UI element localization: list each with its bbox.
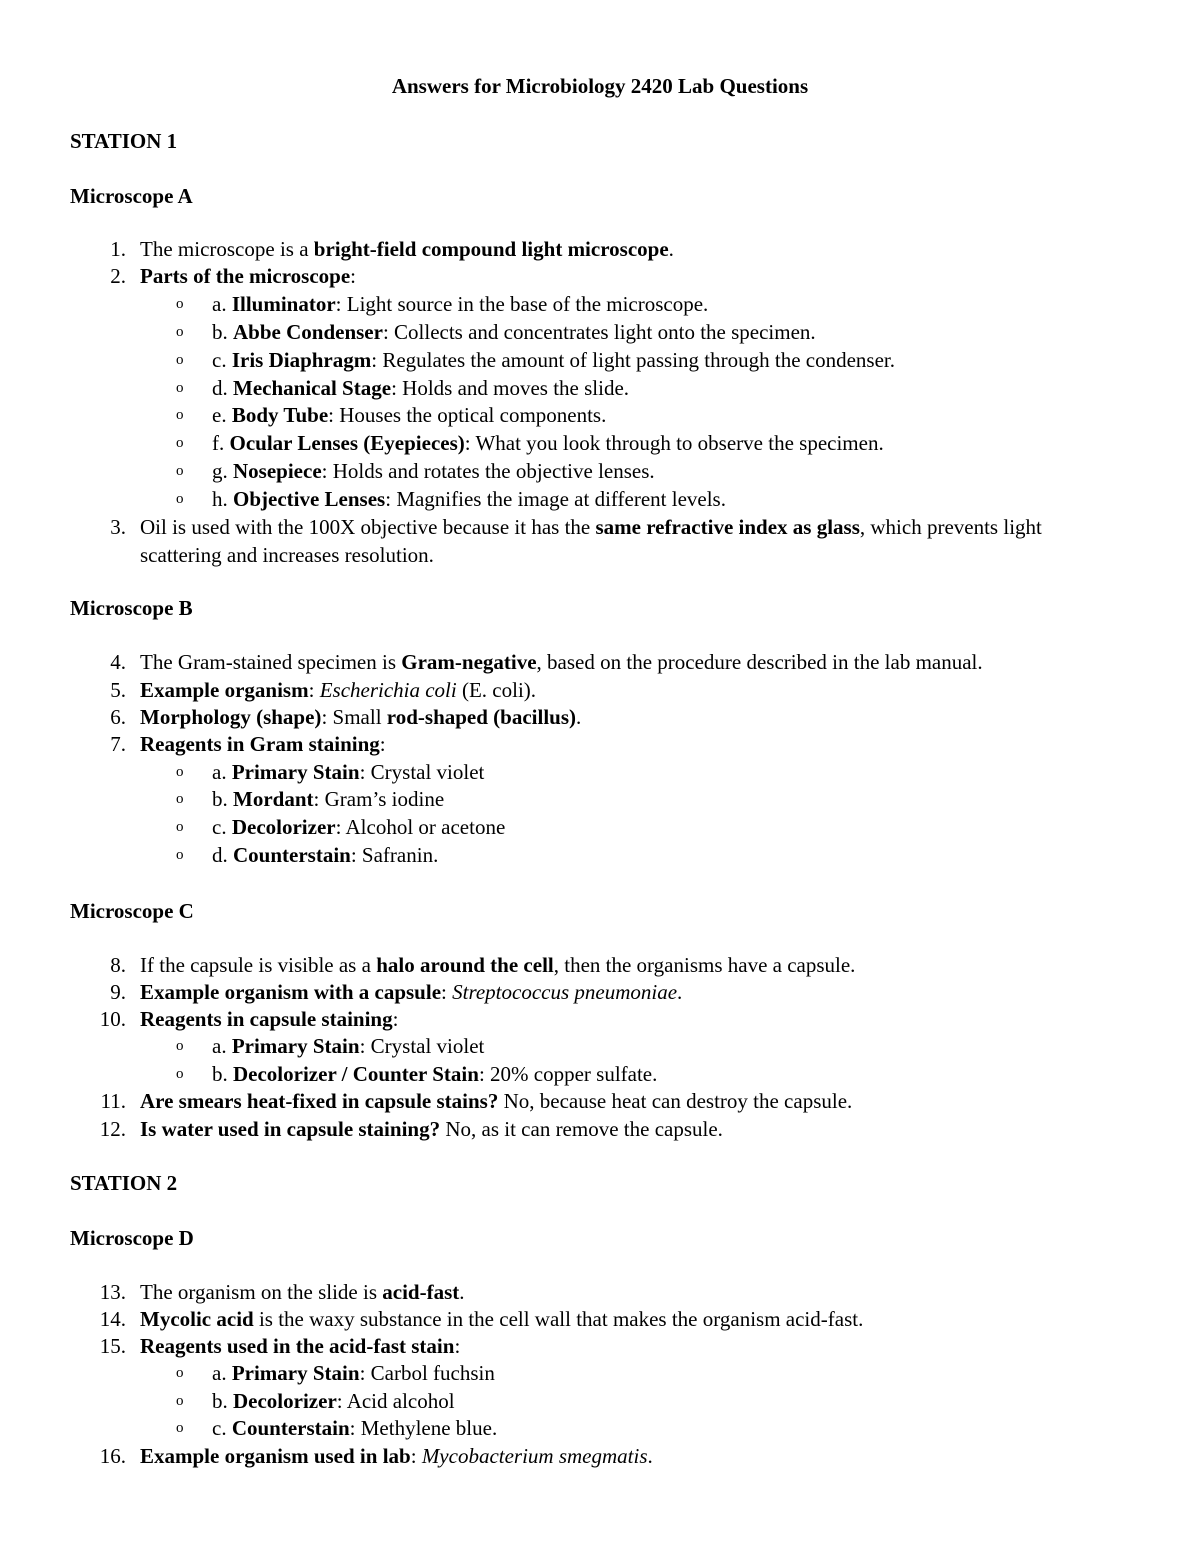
question-number: 16.	[99, 1444, 126, 1468]
question-number: 7.	[110, 732, 126, 756]
microscope-c-heading: Microscope C	[70, 899, 194, 923]
station-1-heading: STATION 1	[70, 129, 178, 153]
question-number: 1.	[110, 237, 126, 261]
bullet-icon: o	[176, 1420, 184, 1436]
bullet-icon: o	[176, 847, 184, 863]
bullet-icon: o	[176, 435, 184, 451]
bullet-icon: o	[176, 491, 184, 507]
answer-text: Example organism: Escherichia coli (E. coli).	[140, 678, 537, 702]
bullet-icon: o	[176, 1365, 184, 1381]
answer-text: The organism on the slide is acid-fast.	[140, 1280, 465, 1304]
answer-text: Example organism with a capsule: Streptococcus pneumoniae.	[140, 980, 683, 1004]
question-number: 11.	[100, 1089, 126, 1113]
question-number: 10.	[99, 1007, 126, 1031]
answer-text: Are smears heat-fixed in capsule stains? No, because heat can destroy the capsule.	[140, 1089, 853, 1113]
bullet-icon: o	[176, 324, 184, 340]
microscope-d-heading: Microscope D	[70, 1226, 194, 1250]
answer-text: Mycolic acid is the waxy substance in the cell wall that makes the organism acid-fast.	[140, 1307, 864, 1331]
microscope-b-heading: Microscope B	[70, 596, 193, 620]
answer-text: Reagents used in the acid-fast stain:	[140, 1334, 461, 1358]
answer-text: Reagents in Gram staining:	[140, 732, 386, 756]
question-number: 12.	[99, 1117, 126, 1141]
bullet-icon: o	[176, 380, 184, 396]
bullet-icon: o	[176, 1393, 184, 1409]
question-number: 15.	[99, 1334, 126, 1358]
microscope-a-heading: Microscope A	[70, 184, 193, 208]
answer-text: The microscope is a bright-field compound light microscope.	[140, 237, 674, 261]
question-number: 6.	[110, 705, 126, 729]
bullet-icon: o	[176, 463, 184, 479]
question-number: 14.	[99, 1307, 126, 1331]
question-number: 2.	[110, 264, 126, 288]
answer-text: Example organism used in lab: Mycobacterium smegmatis.	[140, 1444, 653, 1468]
answer-text: The Gram-stained specimen is Gram-negative, based on the procedure described in the lab manual.	[140, 650, 983, 674]
bullet-icon: o	[176, 1066, 184, 1082]
question-number: 5.	[110, 678, 126, 702]
bullet-icon: o	[176, 1038, 184, 1054]
bullet-icon: o	[176, 296, 184, 312]
bullet-icon: o	[176, 791, 184, 807]
station-2-heading: STATION 2	[70, 1171, 178, 1195]
bullet-icon: o	[176, 407, 184, 423]
answer-text: Reagents in capsule staining:	[140, 1007, 399, 1031]
answer-text: Parts of the microscope:	[140, 264, 356, 288]
question-number: 8.	[110, 953, 126, 977]
document-title: Answers for Microbiology 2420 Lab Questions	[391, 74, 809, 98]
bullet-icon: o	[176, 764, 184, 780]
bullet-icon: o	[176, 352, 184, 368]
question-number: 4.	[110, 650, 126, 674]
question-number: 13.	[99, 1280, 126, 1304]
answer-text: Oil is used with the 100X objective because it has the same refractive index as glass, which prevents light scattering and increases resolution.	[140, 515, 1042, 567]
question-number: 9.	[110, 980, 126, 1004]
bullet-icon: o	[176, 819, 184, 835]
answer-text: If the capsule is visible as a halo around the cell, then the organisms have a capsule.	[140, 953, 856, 977]
answer-text: Morphology (shape): Small rod-shaped (bacillus).	[140, 705, 582, 729]
answer-text: Is water used in capsule staining? No, as it can remove the capsule.	[140, 1117, 723, 1141]
question-number: 3.	[110, 515, 126, 539]
